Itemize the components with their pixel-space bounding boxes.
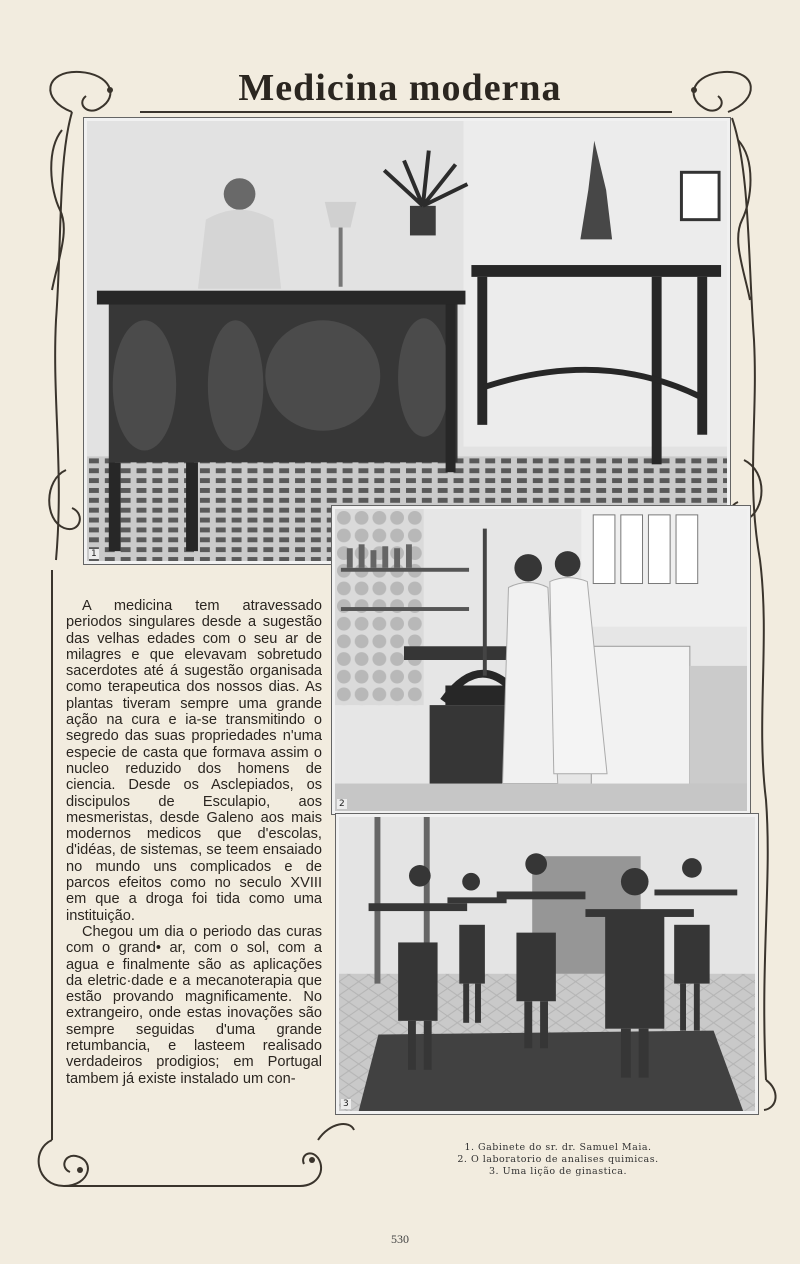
photo-3-illustration xyxy=(339,817,755,1111)
article-paragraph-2: Chegou um dia o periodo das curas com o grand• ar, com o sol, com a agua e finalmente são as aplicações da eletric·dade e a mecanoterapia que estão provando magnificamente. No extrangeiro, onde estas inovações são sempre seguidas d'uma grande retumbancia, e lasteem realisado verdadeiros prodigios; em Portugal tambem já existe instalado um con- xyxy=(66,923,322,1087)
photo-1-illustration xyxy=(87,121,727,561)
article-paragraph-1: A medicina tem atravessado periodos singulares desde a sugestão das velhas edades com o seu ar de milagres e que elevavam sobretudo sacerdotes até á sugestão organisada como terapeutica dos nossos dias. As plantas tiveram sempre uma grande ação na cura e ia-se transmitindo o segredo das suas propriedades n'uma especie de casta que formava assim o nucleo reduzido dos homens de ciencia. Desde os Asclepiados, os discipulos de Esculapio, aos mesmeristas, desde Galeno aos mais modernos medicos que d'escolas, d'idéas, de sistemas, se teem ensaiado no mundo uns complicados e de parcos efeitos como no seculo XVIII em que a droga foi tida como uma instituição. xyxy=(66,598,322,924)
photo-2-illustration xyxy=(335,509,747,811)
page-number: 530 xyxy=(391,1232,409,1246)
article-body xyxy=(66,598,322,1087)
caption-1: 1. Gabinete do sr. dr. Samuel Maia. xyxy=(464,1142,652,1153)
caption-2: 2. O laboratorio de analises quimicas. xyxy=(457,1154,659,1165)
photo-gymnastics-lesson xyxy=(336,814,758,1114)
caption-3: 3. Uma lição de ginastica. xyxy=(489,1166,627,1177)
photo-doctors-office xyxy=(84,118,730,564)
page-title: Medicina moderna xyxy=(238,67,562,109)
photo-number-3: 3 xyxy=(343,1099,349,1109)
photo-captions xyxy=(400,1142,716,1178)
photo-chemical-laboratory xyxy=(332,506,750,814)
photo-number-2: 2 xyxy=(339,799,345,809)
photo-number-1: 1 xyxy=(91,549,97,559)
